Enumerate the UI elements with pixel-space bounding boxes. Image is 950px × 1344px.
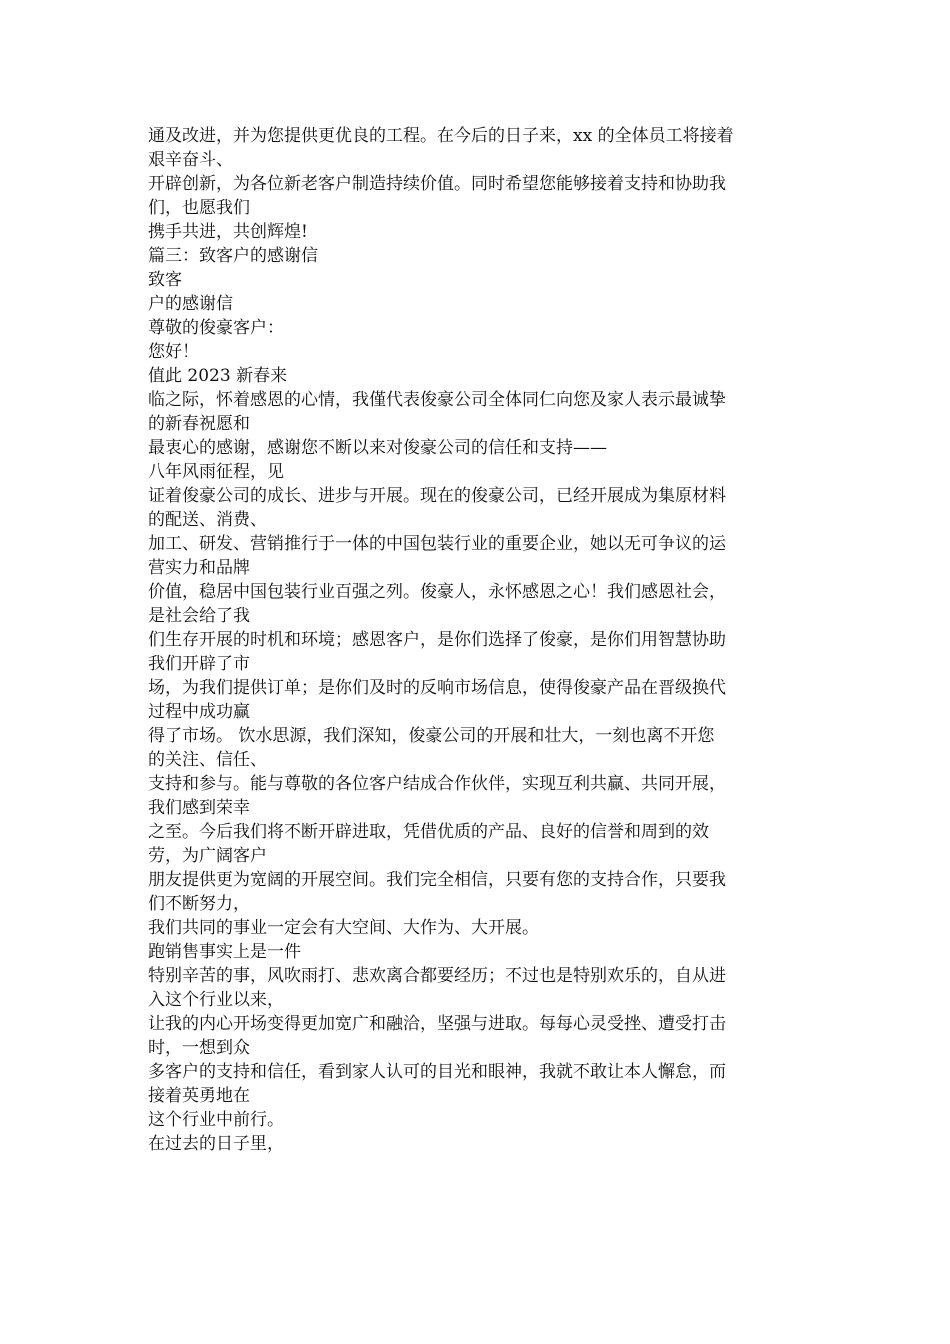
text-line: 们生存开展的时机和环境；感恩客户，是你们选择了俊豪，是你们用智慧协助 [148,630,726,650]
text-line: 过程中成功赢 [148,702,250,722]
text-line: 们不断努力， [148,894,250,914]
text-line: 之至。今后我们将不断开辟进取，凭借优质的产品、良好的信誉和周到的效 [148,822,709,842]
text-line: 跑销售事实上是一件 [148,942,301,962]
text-line: 的配送、消费、 [148,510,267,530]
text-line: 八年风雨征程，见 [148,462,284,482]
salutation: 尊敬的俊豪客户： [148,318,284,338]
text-line: 的新春祝愿和 [148,414,250,434]
document-body [148,124,808,1156]
text-line: 营实力和品牌 [148,558,250,578]
text-line: 劳，为广阔客户 [148,846,267,866]
text-line: 携手共进，共创辉煌! [148,222,308,242]
text-line: 开辟创新，为各位新老客户制造持续价值。同时希望您能够接着支持和协助我 [148,174,726,194]
text-line: 时，一想到众 [148,1038,250,1058]
greeting: 您好！ [148,342,199,362]
text-line: 临之际，怀着感恩的心情，我僅代表俊豪公司全体同仁向您及家人表示最诚挚 [148,390,726,410]
text-line: 我们共同的事业一定会有大空间、大作为、大开展。 [148,918,539,938]
text-line: 最衷心的感谢，感谢您不断以来对俊豪公司的信任和支持—— [148,438,607,458]
text-line: 多客户的支持和信任，看到家人认可的目光和眼神，我就不敢让本人懈怠，而 [148,1062,726,1082]
text-line: 我们感到荣幸 [148,798,250,818]
text-line: 特别辛苦的事，风吹雨打、悲欢离合都要经历；不过也是特别欢乐的，自从进 [148,966,726,986]
text-line: 价值，稳居中国包装行业百强之列。俊豪人，永怀感恩之心！我们感恩社会， [148,582,726,602]
text-line: 朋友提供更为宽阔的开展空间。我们完全相信，只要有您的支持合作，只要我 [148,870,726,890]
text-line: 接着英勇地在 [148,1086,250,1106]
text-line: 通及改进，并为您提供更优良的工程。在今后的日子来，xx 的全体员工将接着 [148,126,734,146]
text-line: 的关注、信任、 [148,750,267,770]
section-heading: 篇三：致客户的感谢信 [148,246,318,266]
text-line: 值此 2023 新春来 [148,366,288,386]
text-line: 我们开辟了市 [148,654,250,674]
text-line: 场，为我们提供订单；是你们及时的反响市场信息，使得俊豪产品在晋级换代 [148,678,726,698]
text-line: 入这个行业以来， [148,990,284,1010]
text-line: 户的感谢信 [148,294,233,314]
text-line: 在过去的日子里， [148,1134,284,1154]
text-line: 加工、研发、营销推行于一体的中国包装行业的重要企业，她以无可争议的运 [148,534,726,554]
text-line: 们，也愿我们 [148,198,250,218]
text-line: 证着俊豪公司的成长、进步与开展。现在的俊豪公司，已经开展成为集原材料 [148,486,726,506]
text-line: 这个行业中前行。 [148,1110,284,1130]
text-line: 得了市场。 饮水思源，我们深知，俊豪公司的开展和壮大，一刻也离不开您 [148,726,715,746]
text-line: 是社会给了我 [148,606,250,626]
text-line: 让我的内心开场变得更加宽广和融洽，坚强与进取。每每心灵受挫、遭受打击 [148,1014,726,1034]
text-line: 致客 [148,270,182,290]
text-line: 艰辛奋斗、 [148,150,233,170]
text-line: 支持和参与。能与尊敬的各位客户结成合作伙伴，实现互利共赢、共同开展， [148,774,726,794]
